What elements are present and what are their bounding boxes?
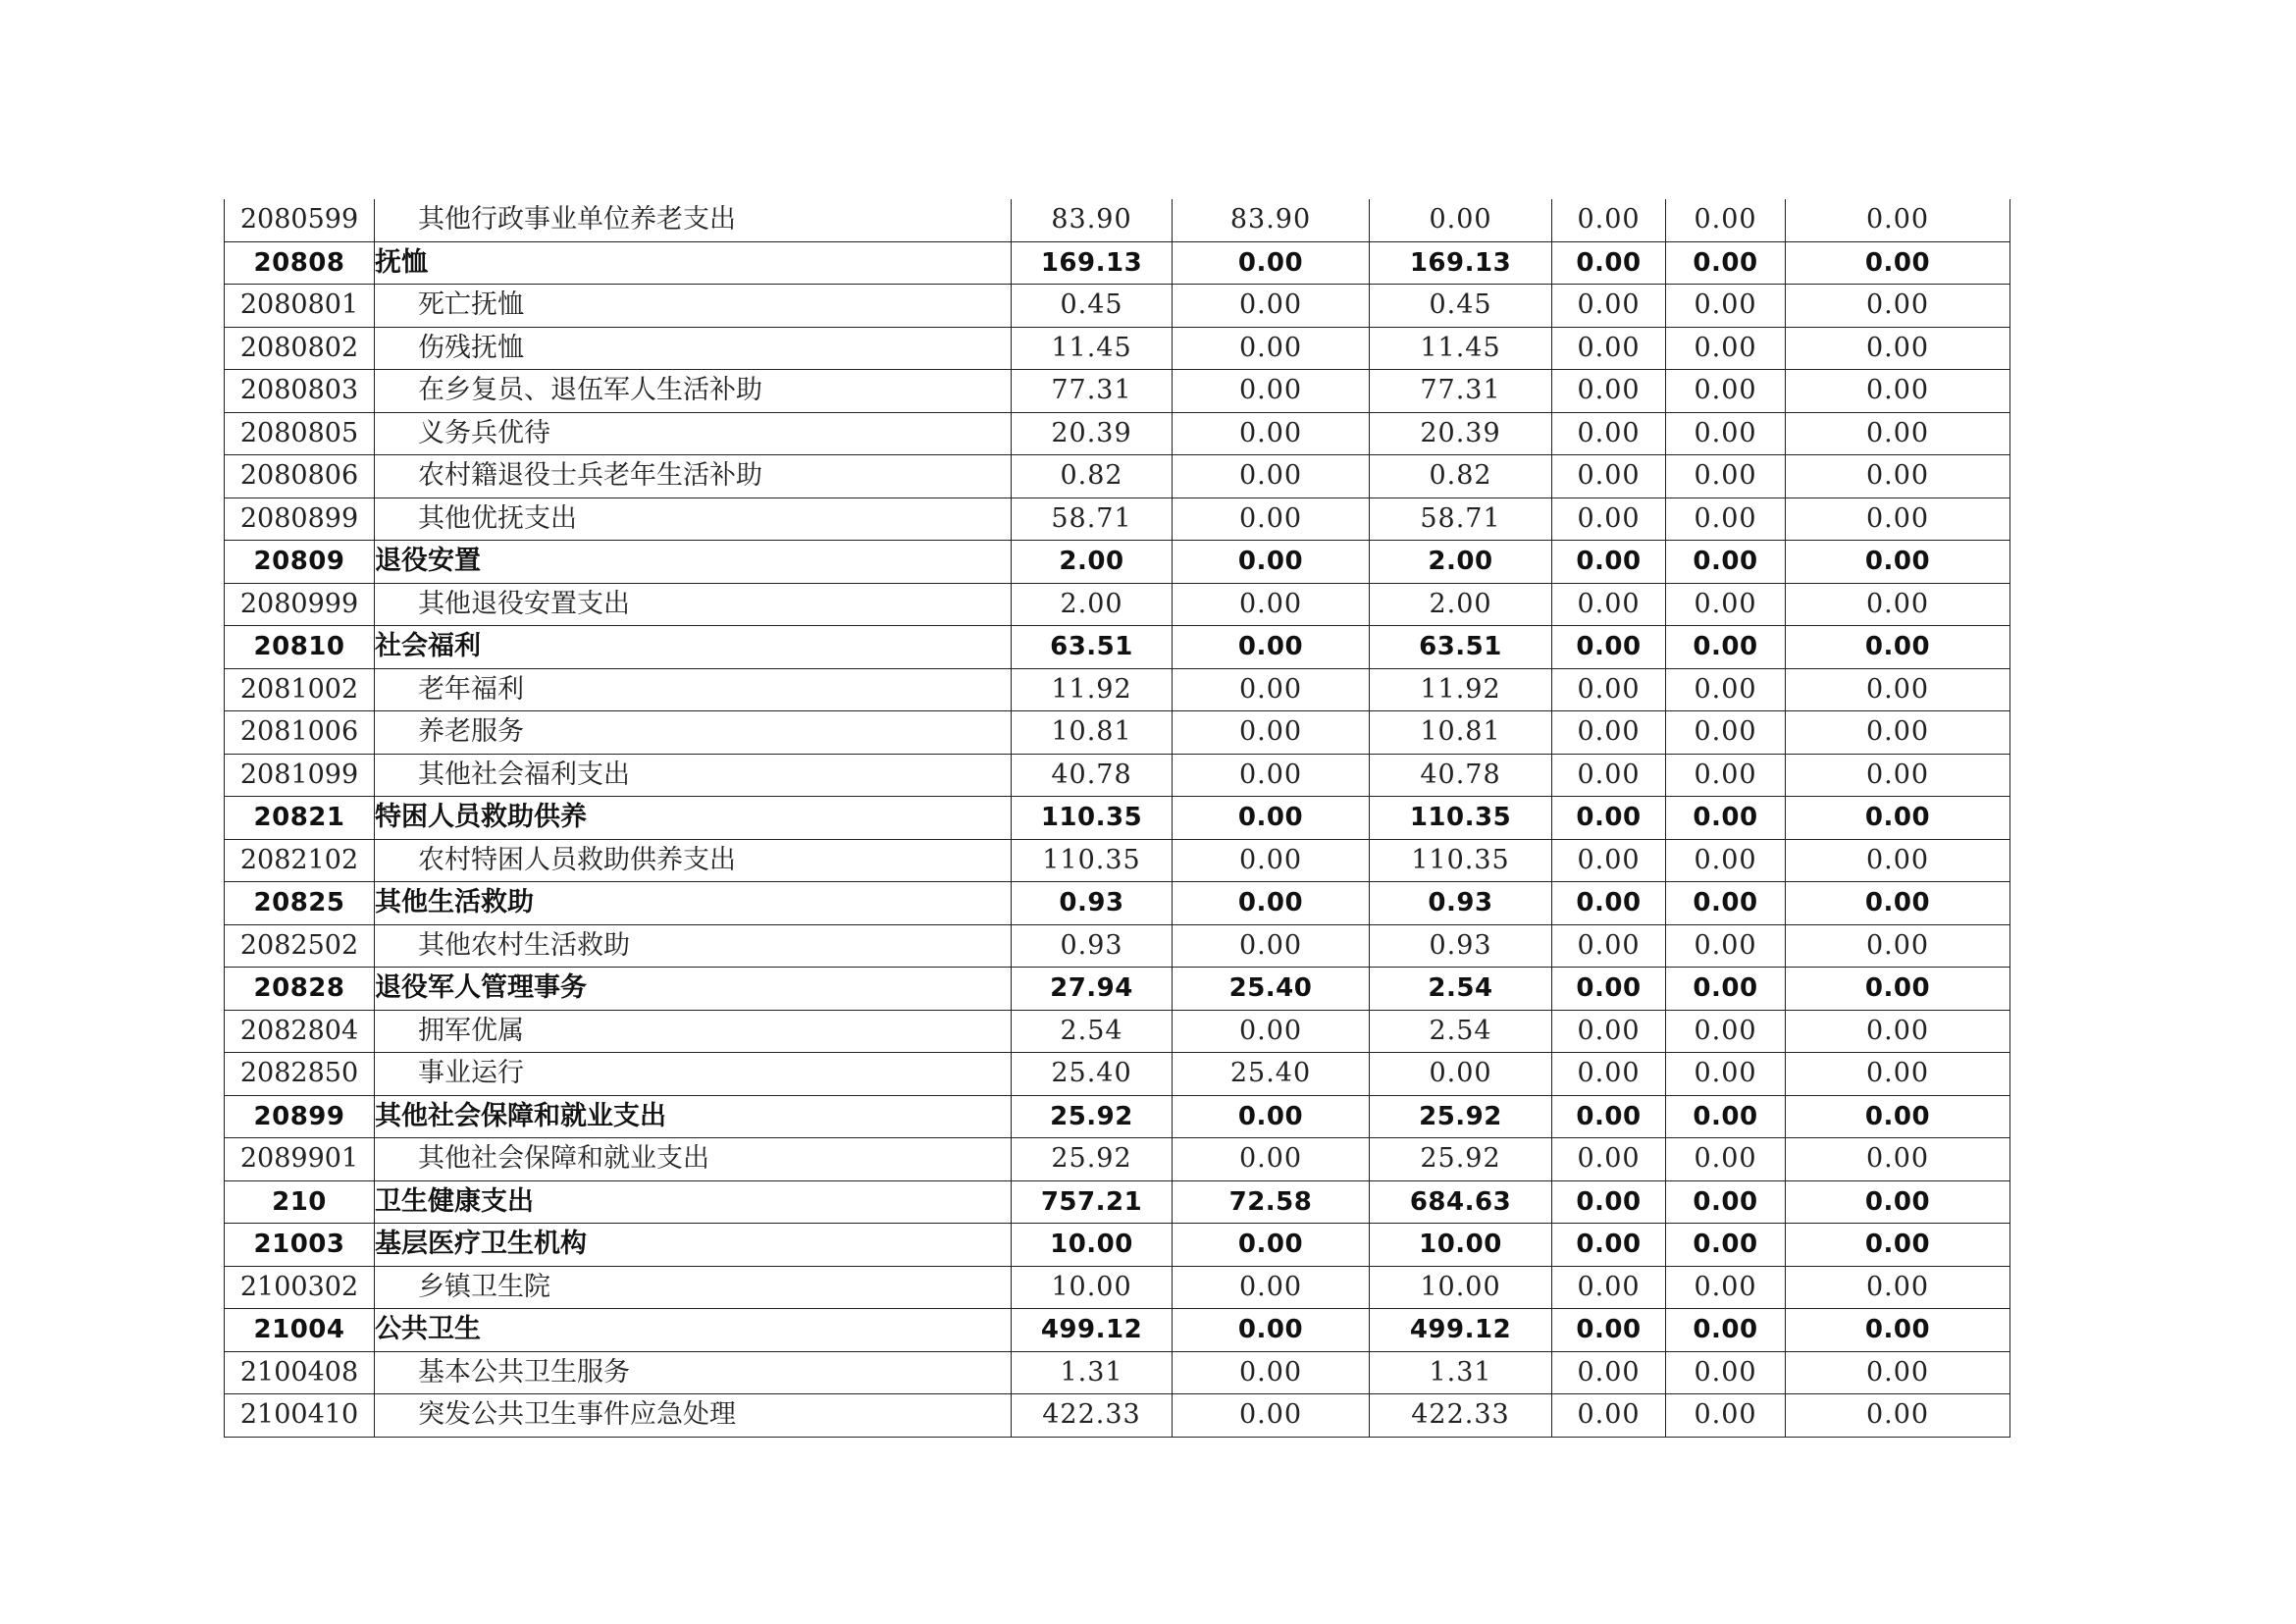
amount-cell-col6: 0.00	[1552, 839, 1666, 882]
table-body	[225, 199, 2010, 1437]
subject-code-cell: 2081099	[225, 754, 375, 797]
total-amount-cell: 20.39	[1012, 412, 1173, 455]
table-row-category	[225, 1309, 2010, 1352]
amount-cell-col8: 0.00	[1786, 968, 2010, 1011]
amount-cell-col8: 0.00	[1786, 626, 2010, 669]
basic-expenditure-cell: 0.00	[1173, 1095, 1370, 1138]
amount-cell-col6: 0.00	[1552, 1138, 1666, 1181]
table-row-category	[225, 541, 2010, 584]
basic-expenditure-cell: 0.00	[1173, 711, 1370, 755]
table-row	[225, 711, 2010, 755]
amount-cell-col6: 0.00	[1552, 1224, 1666, 1267]
total-amount-cell: 110.35	[1012, 797, 1173, 840]
total-amount-cell: 110.35	[1012, 839, 1173, 882]
amount-cell-col8: 0.00	[1786, 1053, 2010, 1096]
amount-cell-col6: 0.00	[1552, 1095, 1666, 1138]
total-amount-cell: 58.71	[1012, 498, 1173, 541]
project-expenditure-cell: 77.31	[1370, 370, 1552, 413]
amount-cell-col7: 0.00	[1666, 241, 1786, 285]
subject-name-cell: 乡镇卫生院	[375, 1266, 1012, 1309]
amount-cell-col8: 0.00	[1786, 498, 2010, 541]
table-row-category	[225, 797, 2010, 840]
table-row	[225, 924, 2010, 968]
basic-expenditure-cell: 25.40	[1173, 1053, 1370, 1096]
table-row	[225, 199, 2010, 241]
basic-expenditure-cell: 0.00	[1173, 1351, 1370, 1394]
subject-code-cell: 21004	[225, 1309, 375, 1352]
subject-code-cell: 2080803	[225, 370, 375, 413]
subject-code-cell: 20899	[225, 1095, 375, 1138]
subject-name-cell: 伤残抚恤	[375, 327, 1012, 370]
project-expenditure-cell: 10.00	[1370, 1266, 1552, 1309]
amount-cell-col8: 0.00	[1786, 797, 2010, 840]
basic-expenditure-cell: 0.00	[1173, 924, 1370, 968]
amount-cell-col7: 0.00	[1666, 327, 1786, 370]
project-expenditure-cell: 1.31	[1370, 1351, 1552, 1394]
project-expenditure-cell: 0.93	[1370, 882, 1552, 925]
subject-code-cell: 2100302	[225, 1266, 375, 1309]
basic-expenditure-cell: 0.00	[1173, 797, 1370, 840]
project-expenditure-cell: 2.54	[1370, 1010, 1552, 1053]
amount-cell-col7: 0.00	[1666, 1266, 1786, 1309]
subject-name-cell: 退役安置	[375, 541, 1012, 584]
amount-cell-col8: 0.00	[1786, 370, 2010, 413]
subject-code-cell: 2080805	[225, 412, 375, 455]
amount-cell-col8: 0.00	[1786, 668, 2010, 711]
subject-name-cell: 基本公共卫生服务	[375, 1351, 1012, 1394]
amount-cell-col7: 0.00	[1666, 968, 1786, 1011]
project-expenditure-cell: 11.45	[1370, 327, 1552, 370]
amount-cell-col8: 0.00	[1786, 1394, 2010, 1438]
amount-cell-col8: 0.00	[1786, 1266, 2010, 1309]
table-row	[225, 1010, 2010, 1053]
subject-code-cell: 2100408	[225, 1351, 375, 1394]
basic-expenditure-cell: 0.00	[1173, 1309, 1370, 1352]
table-row	[225, 1138, 2010, 1181]
amount-cell-col8: 0.00	[1786, 1180, 2010, 1224]
amount-cell-col7: 0.00	[1666, 1138, 1786, 1181]
amount-cell-col6: 0.00	[1552, 1010, 1666, 1053]
subject-code-cell: 2080802	[225, 327, 375, 370]
amount-cell-col6: 0.00	[1552, 1266, 1666, 1309]
subject-code-cell: 20821	[225, 797, 375, 840]
project-expenditure-cell: 11.92	[1370, 668, 1552, 711]
amount-cell-col7: 0.00	[1666, 541, 1786, 584]
subject-name-cell: 其他退役安置支出	[375, 583, 1012, 626]
subject-code-cell: 20808	[225, 241, 375, 285]
subject-code-cell: 2080899	[225, 498, 375, 541]
subject-name-cell: 其他社会保障和就业支出	[375, 1095, 1012, 1138]
total-amount-cell: 2.54	[1012, 1010, 1173, 1053]
table-row	[225, 668, 2010, 711]
amount-cell-col8: 0.00	[1786, 754, 2010, 797]
project-expenditure-cell: 58.71	[1370, 498, 1552, 541]
project-expenditure-cell: 10.81	[1370, 711, 1552, 755]
basic-expenditure-cell: 0.00	[1173, 839, 1370, 882]
amount-cell-col7: 0.00	[1666, 1351, 1786, 1394]
amount-cell-col6: 0.00	[1552, 1180, 1666, 1224]
table-row-category	[225, 968, 2010, 1011]
project-expenditure-cell: 684.63	[1370, 1180, 1552, 1224]
amount-cell-col8: 0.00	[1786, 839, 2010, 882]
amount-cell-col6: 0.00	[1552, 241, 1666, 285]
amount-cell-col8: 0.00	[1786, 583, 2010, 626]
table-row	[225, 1351, 2010, 1394]
amount-cell-col7: 0.00	[1666, 1224, 1786, 1267]
project-expenditure-cell: 422.33	[1370, 1394, 1552, 1438]
basic-expenditure-cell: 0.00	[1173, 1266, 1370, 1309]
amount-cell-col8: 0.00	[1786, 541, 2010, 584]
project-expenditure-cell: 110.35	[1370, 797, 1552, 840]
amount-cell-col8: 0.00	[1786, 455, 2010, 498]
basic-expenditure-cell: 0.00	[1173, 370, 1370, 413]
subject-name-cell: 突发公共卫生事件应急处理	[375, 1394, 1012, 1438]
subject-name-cell: 在乡复员、退伍军人生活补助	[375, 370, 1012, 413]
amount-cell-col6: 0.00	[1552, 199, 1666, 241]
amount-cell-col6: 0.00	[1552, 498, 1666, 541]
amount-cell-col8: 0.00	[1786, 241, 2010, 285]
amount-cell-col6: 0.00	[1552, 1351, 1666, 1394]
project-expenditure-cell: 499.12	[1370, 1309, 1552, 1352]
amount-cell-col7: 0.00	[1666, 199, 1786, 241]
project-expenditure-cell: 10.00	[1370, 1224, 1552, 1267]
subject-code-cell: 2089901	[225, 1138, 375, 1181]
project-expenditure-cell: 20.39	[1370, 412, 1552, 455]
basic-expenditure-cell: 0.00	[1173, 327, 1370, 370]
basic-expenditure-cell: 0.00	[1173, 285, 1370, 328]
amount-cell-col8: 0.00	[1786, 711, 2010, 755]
basic-expenditure-cell: 0.00	[1173, 412, 1370, 455]
table-row	[225, 412, 2010, 455]
subject-code-cell: 21003	[225, 1224, 375, 1267]
subject-code-cell: 20828	[225, 968, 375, 1011]
total-amount-cell: 63.51	[1012, 626, 1173, 669]
project-expenditure-cell: 63.51	[1370, 626, 1552, 669]
total-amount-cell: 27.94	[1012, 968, 1173, 1011]
subject-code-cell: 2082850	[225, 1053, 375, 1096]
amount-cell-col6: 0.00	[1552, 754, 1666, 797]
subject-code-cell: 2082804	[225, 1010, 375, 1053]
total-amount-cell: 422.33	[1012, 1394, 1173, 1438]
project-expenditure-cell: 0.00	[1370, 199, 1552, 241]
table-row	[225, 754, 2010, 797]
total-amount-cell: 2.00	[1012, 583, 1173, 626]
table-row	[225, 839, 2010, 882]
table-row	[225, 370, 2010, 413]
amount-cell-col6: 0.00	[1552, 797, 1666, 840]
total-amount-cell: 11.92	[1012, 668, 1173, 711]
amount-cell-col6: 0.00	[1552, 968, 1666, 1011]
amount-cell-col7: 0.00	[1666, 455, 1786, 498]
amount-cell-col7: 0.00	[1666, 583, 1786, 626]
subject-name-cell: 其他社会福利支出	[375, 754, 1012, 797]
total-amount-cell: 25.40	[1012, 1053, 1173, 1096]
table-row	[225, 583, 2010, 626]
basic-expenditure-cell: 0.00	[1173, 1394, 1370, 1438]
amount-cell-col7: 0.00	[1666, 626, 1786, 669]
amount-cell-col8: 0.00	[1786, 327, 2010, 370]
subject-code-cell: 210	[225, 1180, 375, 1224]
project-expenditure-cell: 0.45	[1370, 285, 1552, 328]
basic-expenditure-cell: 0.00	[1173, 882, 1370, 925]
total-amount-cell: 0.93	[1012, 882, 1173, 925]
subject-code-cell: 20809	[225, 541, 375, 584]
subject-name-cell: 其他农村生活救助	[375, 924, 1012, 968]
basic-expenditure-cell: 0.00	[1173, 455, 1370, 498]
project-expenditure-cell: 169.13	[1370, 241, 1552, 285]
total-amount-cell: 2.00	[1012, 541, 1173, 584]
basic-expenditure-cell: 0.00	[1173, 541, 1370, 584]
subject-name-cell: 抚恤	[375, 241, 1012, 285]
table-row	[225, 1266, 2010, 1309]
project-expenditure-cell: 25.92	[1370, 1095, 1552, 1138]
amount-cell-col7: 0.00	[1666, 1309, 1786, 1352]
amount-cell-col6: 0.00	[1552, 370, 1666, 413]
subject-code-cell: 2100410	[225, 1394, 375, 1438]
amount-cell-col6: 0.00	[1552, 285, 1666, 328]
amount-cell-col8: 0.00	[1786, 1351, 2010, 1394]
subject-name-cell: 死亡抚恤	[375, 285, 1012, 328]
table-row-category	[225, 1095, 2010, 1138]
subject-name-cell: 老年福利	[375, 668, 1012, 711]
amount-cell-col7: 0.00	[1666, 1010, 1786, 1053]
amount-cell-col8: 0.00	[1786, 199, 2010, 241]
amount-cell-col6: 0.00	[1552, 626, 1666, 669]
budget-expenditure-table	[224, 199, 2010, 1438]
basic-expenditure-cell: 0.00	[1173, 1224, 1370, 1267]
project-expenditure-cell: 2.00	[1370, 541, 1552, 584]
basic-expenditure-cell: 0.00	[1173, 1010, 1370, 1053]
subject-name-cell: 其他行政事业单位养老支出	[375, 199, 1012, 241]
project-expenditure-cell: 25.92	[1370, 1138, 1552, 1181]
subject-code-cell: 2080999	[225, 583, 375, 626]
project-expenditure-cell: 2.54	[1370, 968, 1552, 1011]
amount-cell-col7: 0.00	[1666, 412, 1786, 455]
amount-cell-col7: 0.00	[1666, 1095, 1786, 1138]
basic-expenditure-cell: 0.00	[1173, 668, 1370, 711]
subject-code-cell: 2080806	[225, 455, 375, 498]
basic-expenditure-cell: 0.00	[1173, 241, 1370, 285]
table-row-category	[225, 241, 2010, 285]
project-expenditure-cell: 0.82	[1370, 455, 1552, 498]
table-row	[225, 455, 2010, 498]
amount-cell-col7: 0.00	[1666, 711, 1786, 755]
basic-expenditure-cell: 83.90	[1173, 199, 1370, 241]
amount-cell-col7: 0.00	[1666, 285, 1786, 328]
amount-cell-col6: 0.00	[1552, 327, 1666, 370]
total-amount-cell: 77.31	[1012, 370, 1173, 413]
project-expenditure-cell: 110.35	[1370, 839, 1552, 882]
table-row	[225, 327, 2010, 370]
amount-cell-col7: 0.00	[1666, 1180, 1786, 1224]
amount-cell-col8: 0.00	[1786, 1224, 2010, 1267]
amount-cell-col7: 0.00	[1666, 754, 1786, 797]
basic-expenditure-cell: 0.00	[1173, 754, 1370, 797]
amount-cell-col8: 0.00	[1786, 285, 2010, 328]
amount-cell-col6: 0.00	[1552, 455, 1666, 498]
amount-cell-col6: 0.00	[1552, 882, 1666, 925]
subject-code-cell: 2081002	[225, 668, 375, 711]
total-amount-cell: 0.45	[1012, 285, 1173, 328]
basic-expenditure-cell: 0.00	[1173, 583, 1370, 626]
amount-cell-col8: 0.00	[1786, 924, 2010, 968]
total-amount-cell: 0.82	[1012, 455, 1173, 498]
amount-cell-col7: 0.00	[1666, 797, 1786, 840]
table-row	[225, 498, 2010, 541]
subject-name-cell: 养老服务	[375, 711, 1012, 755]
subject-code-cell: 2081006	[225, 711, 375, 755]
project-expenditure-cell: 2.00	[1370, 583, 1552, 626]
total-amount-cell: 10.81	[1012, 711, 1173, 755]
subject-name-cell: 事业运行	[375, 1053, 1012, 1096]
basic-expenditure-cell: 72.58	[1173, 1180, 1370, 1224]
amount-cell-col6: 0.00	[1552, 412, 1666, 455]
project-expenditure-cell: 0.93	[1370, 924, 1552, 968]
table-row	[225, 1053, 2010, 1096]
table-row-category	[225, 882, 2010, 925]
total-amount-cell: 11.45	[1012, 327, 1173, 370]
amount-cell-col7: 0.00	[1666, 882, 1786, 925]
amount-cell-col6: 0.00	[1552, 583, 1666, 626]
project-expenditure-cell: 0.00	[1370, 1053, 1552, 1096]
subject-code-cell: 20825	[225, 882, 375, 925]
total-amount-cell: 40.78	[1012, 754, 1173, 797]
basic-expenditure-cell: 0.00	[1173, 1138, 1370, 1181]
total-amount-cell: 1.31	[1012, 1351, 1173, 1394]
subject-name-cell: 其他社会保障和就业支出	[375, 1138, 1012, 1181]
subject-name-cell: 退役军人管理事务	[375, 968, 1012, 1011]
table-row-category	[225, 1224, 2010, 1267]
subject-name-cell: 特困人员救助供养	[375, 797, 1012, 840]
subject-name-cell: 卫生健康支出	[375, 1180, 1012, 1224]
amount-cell-col6: 0.00	[1552, 1053, 1666, 1096]
total-amount-cell: 499.12	[1012, 1309, 1173, 1352]
subject-name-cell: 农村籍退役士兵老年生活补助	[375, 455, 1012, 498]
subject-name-cell: 其他优抚支出	[375, 498, 1012, 541]
amount-cell-col7: 0.00	[1666, 1053, 1786, 1096]
total-amount-cell: 10.00	[1012, 1266, 1173, 1309]
subject-name-cell: 农村特困人员救助供养支出	[375, 839, 1012, 882]
amount-cell-col7: 0.00	[1666, 498, 1786, 541]
amount-cell-col7: 0.00	[1666, 924, 1786, 968]
amount-cell-col8: 0.00	[1786, 412, 2010, 455]
amount-cell-col7: 0.00	[1666, 839, 1786, 882]
subject-code-cell: 2082502	[225, 924, 375, 968]
amount-cell-col6: 0.00	[1552, 924, 1666, 968]
subject-name-cell: 拥军优属	[375, 1010, 1012, 1053]
amount-cell-col7: 0.00	[1666, 370, 1786, 413]
table-row-category	[225, 1180, 2010, 1224]
amount-cell-col8: 0.00	[1786, 882, 2010, 925]
total-amount-cell: 25.92	[1012, 1095, 1173, 1138]
amount-cell-col8: 0.00	[1786, 1010, 2010, 1053]
table-row-category	[225, 626, 2010, 669]
subject-name-cell: 基层医疗卫生机构	[375, 1224, 1012, 1267]
amount-cell-col6: 0.00	[1552, 1309, 1666, 1352]
subject-code-cell: 20810	[225, 626, 375, 669]
total-amount-cell: 25.92	[1012, 1138, 1173, 1181]
total-amount-cell: 757.21	[1012, 1180, 1173, 1224]
amount-cell-col8: 0.00	[1786, 1309, 2010, 1352]
amount-cell-col8: 0.00	[1786, 1138, 2010, 1181]
project-expenditure-cell: 40.78	[1370, 754, 1552, 797]
amount-cell-col8: 0.00	[1786, 1095, 2010, 1138]
table-row	[225, 1394, 2010, 1438]
subject-name-cell: 公共卫生	[375, 1309, 1012, 1352]
total-amount-cell: 10.00	[1012, 1224, 1173, 1267]
subject-name-cell: 社会福利	[375, 626, 1012, 669]
amount-cell-col6: 0.00	[1552, 668, 1666, 711]
subject-code-cell: 2080599	[225, 199, 375, 241]
basic-expenditure-cell: 0.00	[1173, 626, 1370, 669]
subject-code-cell: 2082102	[225, 839, 375, 882]
total-amount-cell: 83.90	[1012, 199, 1173, 241]
subject-name-cell: 其他生活救助	[375, 882, 1012, 925]
amount-cell-col6: 0.00	[1552, 1394, 1666, 1438]
amount-cell-col7: 0.00	[1666, 668, 1786, 711]
subject-code-cell: 2080801	[225, 285, 375, 328]
basic-expenditure-cell: 25.40	[1173, 968, 1370, 1011]
amount-cell-col6: 0.00	[1552, 541, 1666, 584]
amount-cell-col7: 0.00	[1666, 1394, 1786, 1438]
amount-cell-col6: 0.00	[1552, 711, 1666, 755]
total-amount-cell: 0.93	[1012, 924, 1173, 968]
table-row	[225, 285, 2010, 328]
total-amount-cell: 169.13	[1012, 241, 1173, 285]
subject-name-cell: 义务兵优待	[375, 412, 1012, 455]
basic-expenditure-cell: 0.00	[1173, 498, 1370, 541]
